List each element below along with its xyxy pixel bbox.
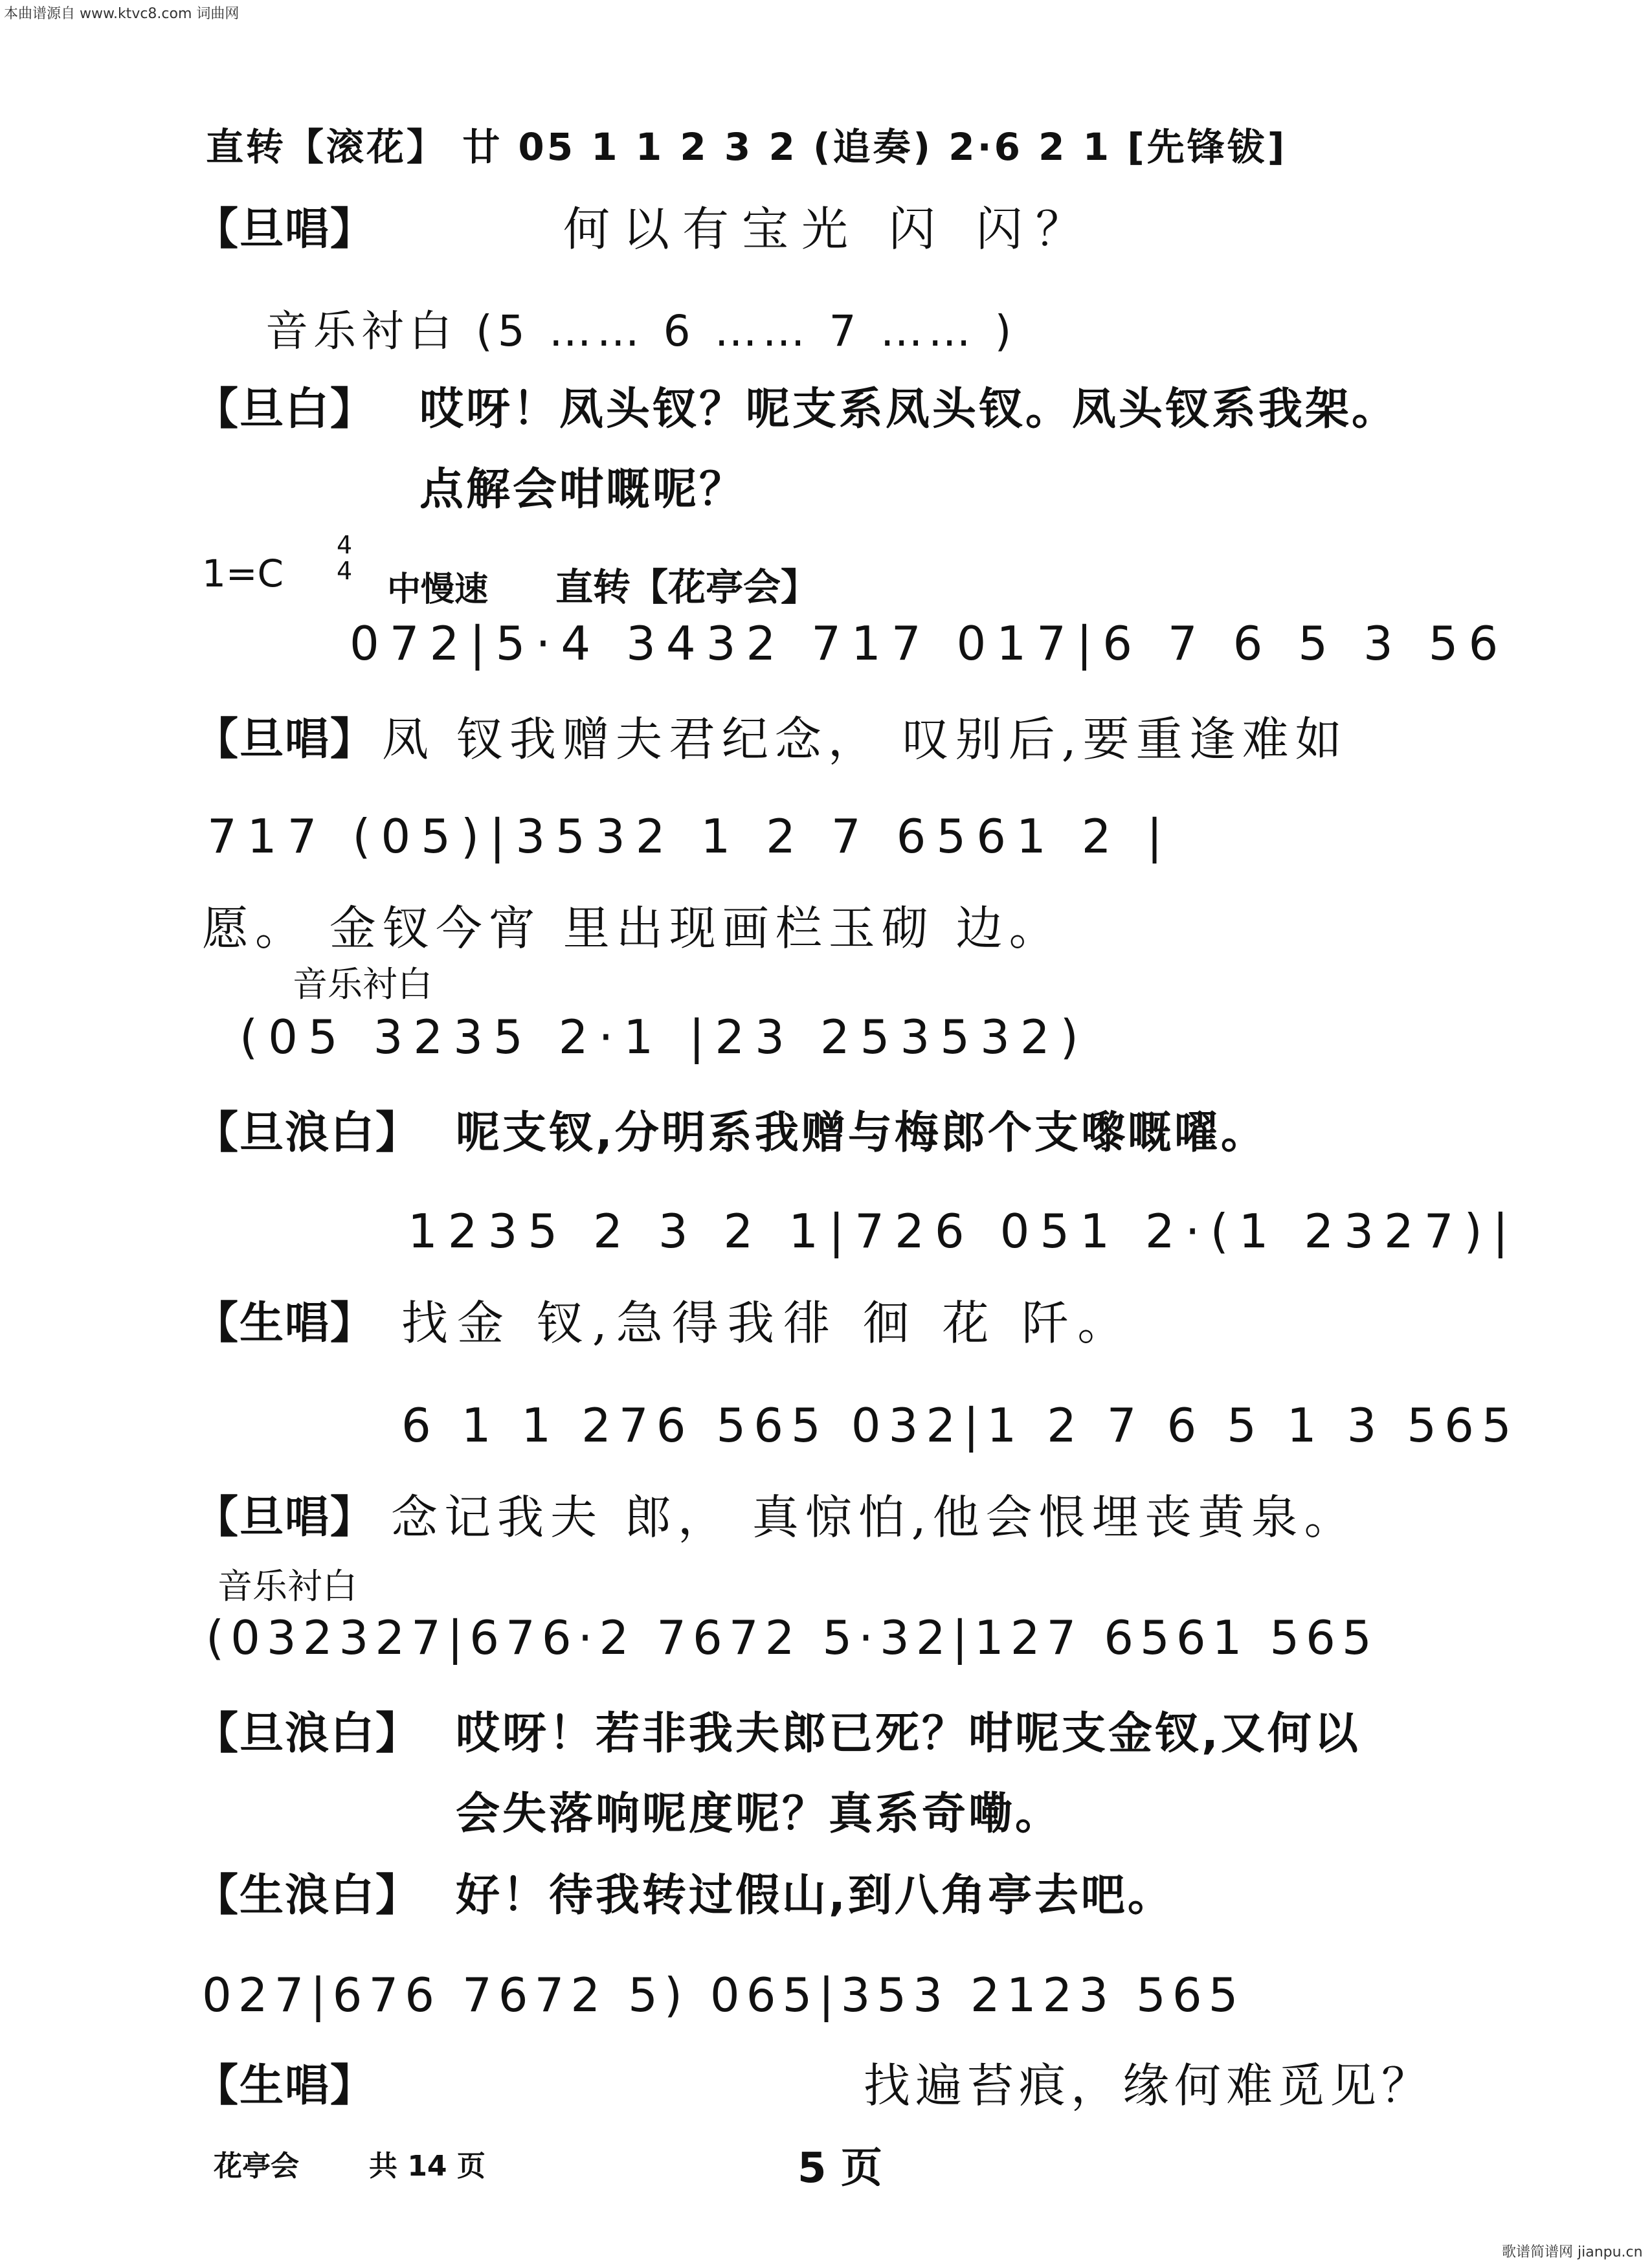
dialogue-5: 呢支钗,分明系我赠与梅郎个支嚟嘅嚁。	[456, 1108, 1267, 1159]
time-bottom: 4	[337, 557, 353, 585]
music-line-1: 直转【滚花】 廿 05 1 1 2 3 2 (追奏) 2·6 2 1 [先锋钹]	[206, 125, 1288, 169]
key-signature: 1=C	[202, 552, 284, 596]
dialogue-8: 哎呀！若非我夫郎已死？咁呢支金钗,又何以	[456, 1708, 1361, 1759]
lyric-1: 何以有宝光 闪 闪？	[563, 202, 1095, 256]
dialogue-9: 好！待我转过假山,到八角亭去吧。	[456, 1870, 1174, 1921]
role-label-5: 【旦浪白】	[194, 1108, 421, 1159]
music-line-6: 1235 2 3 2 1|726 051 2·(1 2327)|	[408, 1204, 1519, 1258]
role-label-2: 【旦白】	[194, 384, 376, 435]
role-label-8: 【旦浪白】	[194, 1708, 421, 1759]
accompaniment-label-5: 音乐衬白	[293, 964, 432, 1005]
dialogue-2b: 点解会咁嘅呢？	[419, 464, 746, 515]
footer-total-pages: 共 14 页	[369, 2150, 486, 2183]
role-label-1: 【旦唱】	[194, 204, 376, 255]
site-watermark-bottom: 歌谱简谱网 jianpu.cn	[1502, 2244, 1643, 2260]
music-line-10: 027|676 7672 5) 065|353 2123 565	[202, 1968, 1245, 2022]
time-top: 4	[337, 531, 353, 559]
tune-change: 直转【花亭会】	[555, 565, 819, 609]
dialogue-8b: 会失落响呢度呢？真系奇嘞。	[456, 1789, 1062, 1840]
page-number: 5 页	[798, 2145, 882, 2192]
music-line-3: 072|5·4 3432 717 017|6 7 6 5 3 56	[350, 616, 1509, 671]
lyric-6: 找金 钗,急得我徘 徊 花 阡。	[401, 1296, 1133, 1350]
music-line-8: (032327|676·2 7672 5·32|127 6561 565	[206, 1611, 1378, 1665]
role-label-6: 【生唱】	[194, 1298, 376, 1349]
music-line-2: 音乐衬白 (5 …… 6 …… 7 …… )	[265, 306, 1017, 356]
time-signature	[337, 532, 352, 584]
music-line-7: 6 1 1 276 565 032|1 2 7 6 5 1 3 565	[401, 1398, 1519, 1453]
role-label-10: 【生唱】	[194, 2060, 376, 2112]
dialogue-2: 哎呀！凤头钗？呢支系凤头钗。凤头钗系我架。	[419, 384, 1399, 435]
site-watermark: 本曲谱源自 www.ktvc8.com 词曲网	[4, 6, 240, 22]
music-line-5: (05 3235 2·1 |23 253532)	[240, 1010, 1089, 1064]
accompaniment-label-8: 音乐衬白	[218, 1566, 357, 1607]
lyric-3: 凤 钗我赠夫君纪念， 叹别后,要重逢难如	[382, 712, 1348, 766]
music-line-4: 717 (05)|3532 1 2 7 6561 2 |	[207, 809, 1173, 864]
tempo-text: 中慢速	[387, 570, 489, 609]
footer-title: 花亭会	[214, 2150, 299, 2183]
lyric-4: 愿。 金钗今宵 里出现画栏玉砌 边。	[202, 901, 1062, 955]
lyric-7: 念记我夫 郎， 真惊怕,他会恨埋丧黄泉。	[391, 1490, 1357, 1544]
role-label-7: 【旦唱】	[194, 1492, 376, 1543]
lyric-10: 找遍苔痕，缘何难觅见？	[864, 2058, 1434, 2113]
role-label-3: 【旦唱】	[194, 714, 376, 765]
role-label-9: 【生浪白】	[194, 1870, 421, 1921]
